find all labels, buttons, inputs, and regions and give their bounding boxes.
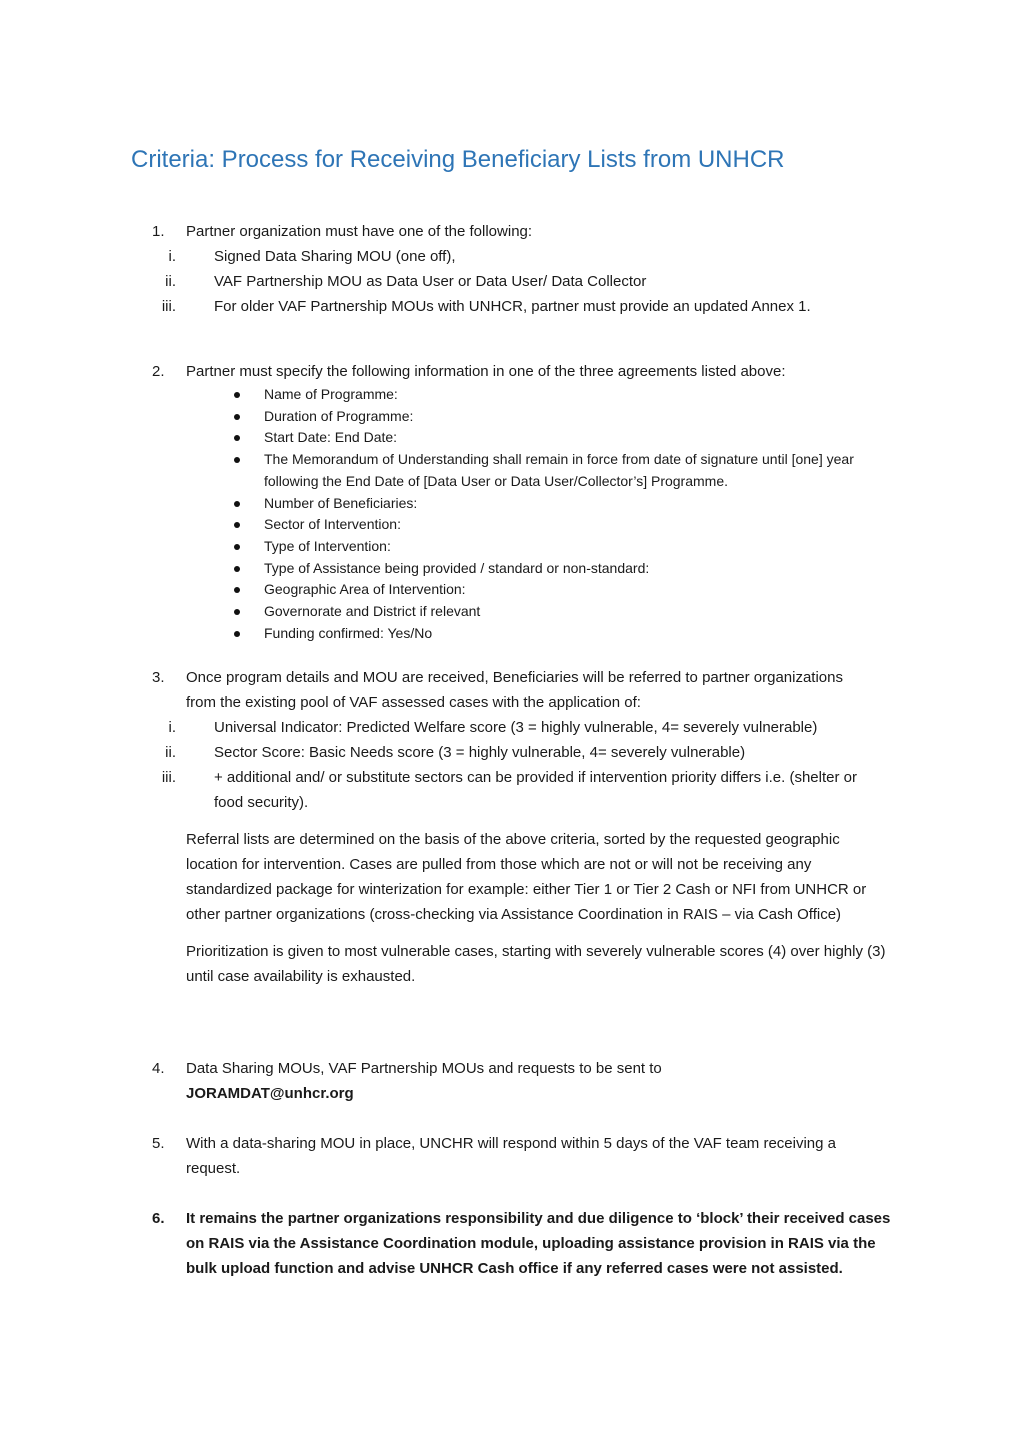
sub-item-numeral: i. <box>168 719 176 736</box>
item-number: 4. <box>152 1060 165 1077</box>
list-item-5 <box>152 1131 912 1181</box>
bullet-item: Type of Intervention: <box>152 536 912 558</box>
sub-item <box>165 740 912 765</box>
bullet-item: Number of Beneficiaries: <box>152 493 912 515</box>
referral-paragraph: Referral lists are determined on the basis of the above criteria, sorted by the requested geographic location for intervention. Cases are pulled from those which are not or will not be receiving any standardized package for winterization for example: either Tier 1 or Tier 2 Cash or NFI from UNHCR or other partner organizations (cross-checking via Assistance Coordination in RAIS – via Cash Office) <box>186 831 867 923</box>
sub-item <box>161 294 912 319</box>
bullet-item: Geographic Area of Intervention: <box>152 579 912 601</box>
bullet-dot-icon <box>234 392 240 398</box>
email-address[interactable]: JORAMDAT@unhcr.org <box>186 1085 354 1102</box>
item-number: 5. <box>152 1135 165 1152</box>
item-number: 3. <box>152 669 165 686</box>
bullet-item: Type of Assistance being provided / standard or non-standard: <box>152 558 912 580</box>
sub-item-text: VAF Partnership MOU as Data User or Data User/ Data Collector <box>214 273 647 290</box>
item-text: It remains the partner organizations responsibility and due diligence to ‘block’ their received cases on RAIS via the Assistance Coordination module, uploading assistance provision in RAIS via the bulk upload function and advise UNHCR Cash office if any referred cases were not assisted. <box>186 1210 891 1277</box>
item-number: 1. <box>152 223 165 240</box>
list-item-4 <box>152 1056 912 1106</box>
sub-item-text: + additional and/ or substitute sectors can be provided if intervention priority differs i.e. (shelter or food security). <box>214 769 857 811</box>
page-title: Criteria: Process for Receiving Beneficiary Lists from UNHCR <box>131 146 785 173</box>
bullet-dot-icon <box>234 544 240 550</box>
item-text: Partner organization must have one of the following: <box>186 223 533 240</box>
list-item-3 <box>152 665 912 989</box>
bullet-dot-icon <box>234 609 240 615</box>
sub-item-numeral: iii. <box>161 769 176 786</box>
bullet-dot-icon <box>234 414 240 420</box>
bullet-dot-icon <box>234 501 240 507</box>
sub-item <box>168 244 912 269</box>
sub-item-text: Signed Data Sharing MOU (one off), <box>214 248 456 265</box>
sub-item-text: Sector Score: Basic Needs score (3 = highly vulnerable, 4= severely vulnerable) <box>214 744 746 761</box>
sub-item-numeral: iii. <box>161 298 176 315</box>
sub-item-text: For older VAF Partnership MOUs with UNHCR, partner must provide an updated Annex 1. <box>214 298 811 315</box>
bullet-item: Name of Programme: <box>152 384 912 406</box>
sub-item-numeral: i. <box>168 248 176 265</box>
item-number: 6. <box>152 1210 165 1227</box>
item-text: Data Sharing MOUs, VAF Partnership MOUs and requests to be sent to <box>186 1060 662 1077</box>
bullet-item: The Memorandum of Understanding shall remain in force from date of signature until [one] year following the End Date of [Data User or Data User/Collector’s] Programme. <box>152 449 912 492</box>
prioritization-paragraph: Prioritization is given to most vulnerable cases, starting with severely vulnerable scores (4) over highly (3) until case availability is exhausted. <box>186 943 886 985</box>
bullet-dot-icon <box>234 566 240 572</box>
item-text: Partner must specify the following information in one of the three agreements listed above: <box>186 363 786 380</box>
list-item-1 <box>152 219 912 319</box>
bullet-item: Funding confirmed: Yes/No <box>152 623 912 645</box>
bullet-dot-icon <box>234 631 240 637</box>
bullet-list <box>152 384 912 644</box>
item-number: 2. <box>152 363 165 380</box>
sub-item-numeral: ii. <box>165 273 176 290</box>
bullet-item: Start Date: End Date: <box>152 427 912 449</box>
list-item-2 <box>152 359 912 644</box>
bullet-dot-icon <box>234 522 240 528</box>
sub-item <box>165 269 912 294</box>
bullet-item: Sector of Intervention: <box>152 514 912 536</box>
bullet-item: Governorate and District if relevant <box>152 601 912 623</box>
bullet-dot-icon <box>234 587 240 593</box>
bullet-item: Duration of Programme: <box>152 406 912 428</box>
bullet-dot-icon <box>234 435 240 441</box>
bullet-dot-icon <box>234 457 240 463</box>
list-item-6 <box>152 1206 912 1281</box>
item-text: With a data-sharing MOU in place, UNCHR will respond within 5 days of the VAF team receiving a request. <box>186 1135 836 1177</box>
item-text: Once program details and MOU are received, Beneficiaries will be referred to partner organizations from the existing pool of VAF assessed cases with the application of: <box>186 669 843 711</box>
sub-item-numeral: ii. <box>165 744 176 761</box>
sub-item <box>168 715 912 740</box>
sub-item-text: Universal Indicator: Predicted Welfare score (3 = highly vulnerable, 4= severely vulnerable) <box>214 719 818 736</box>
sub-item <box>161 765 912 815</box>
